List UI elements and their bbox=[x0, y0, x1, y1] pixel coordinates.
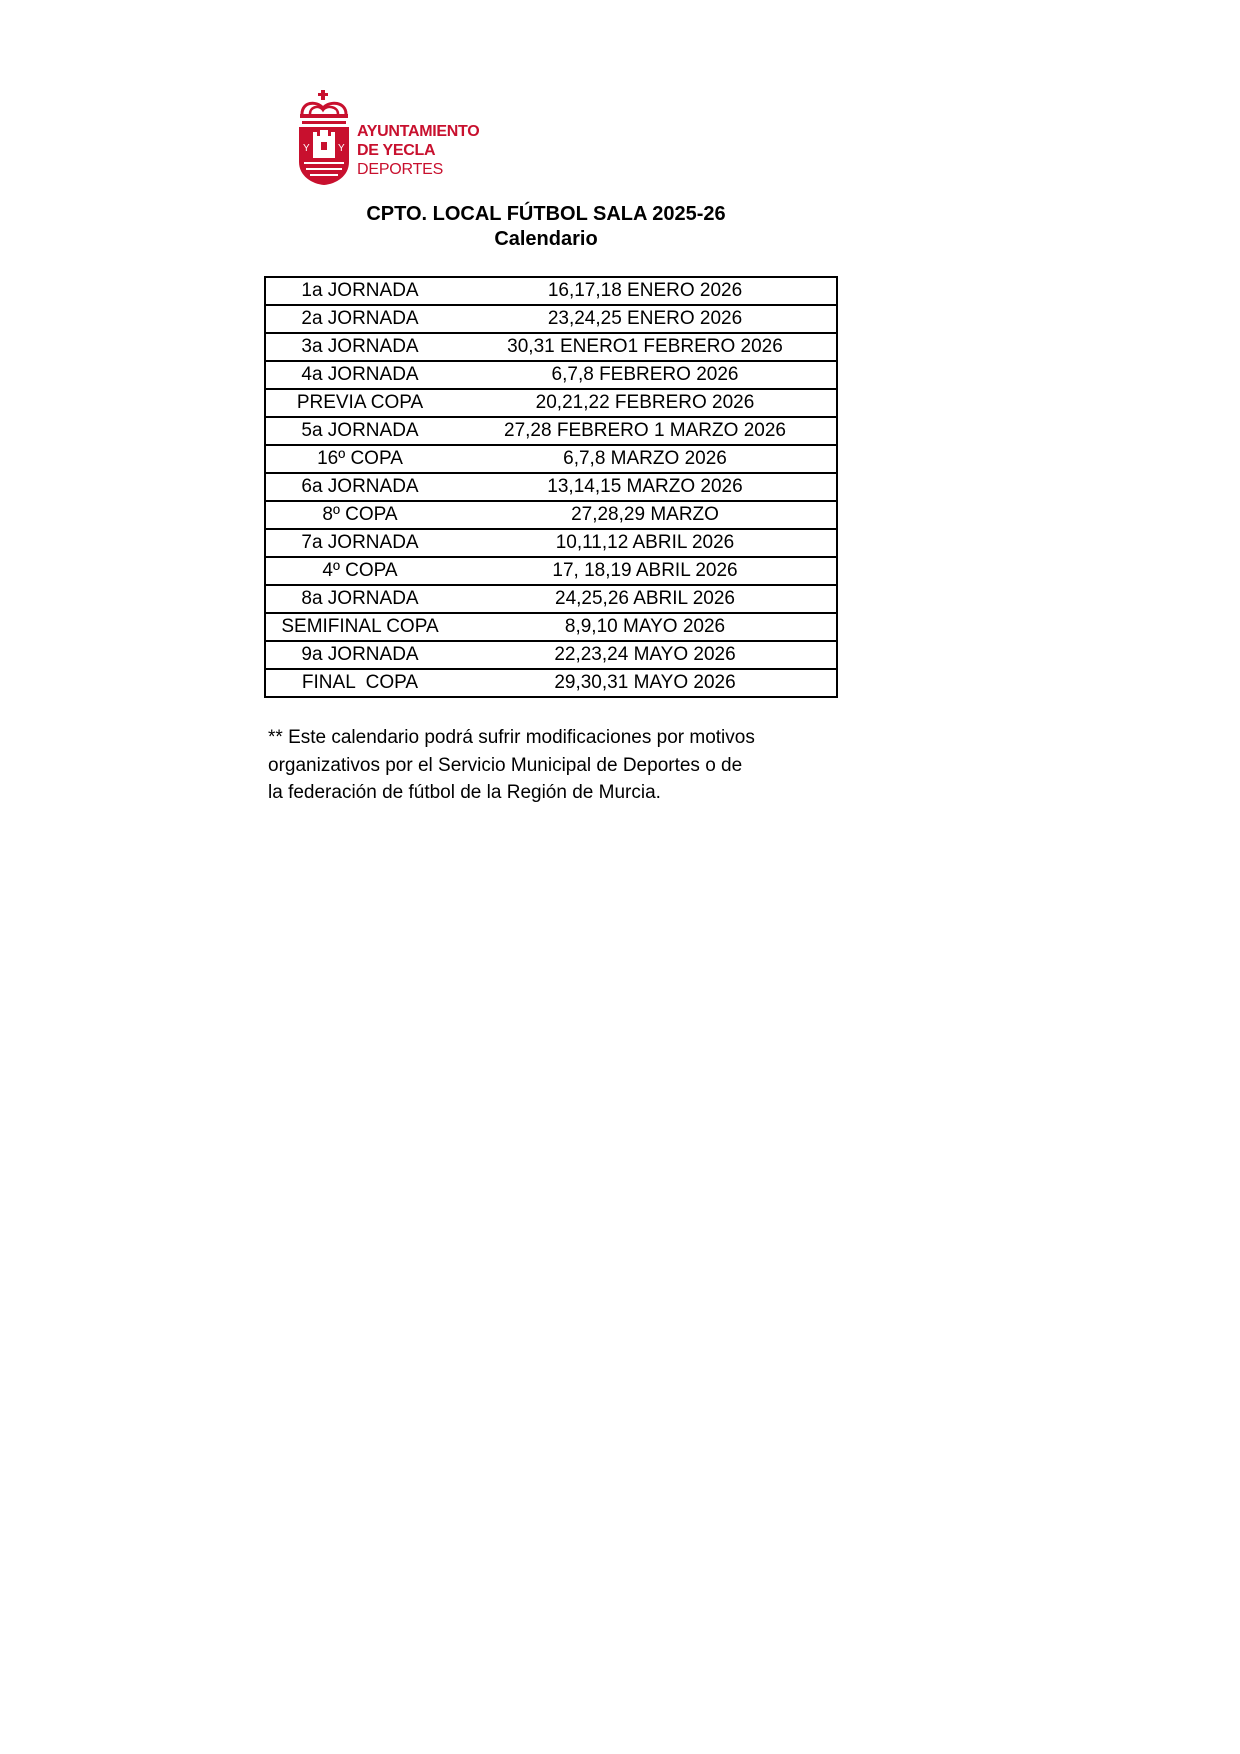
table-row bbox=[265, 473, 837, 501]
round-cell: 4a JORNADA bbox=[265, 361, 454, 389]
round-cell: 7a JORNADA bbox=[265, 529, 454, 557]
dates-cell: 10,11,12 ABRIL 2026 bbox=[454, 529, 837, 557]
dates-cell: 27,28 FEBRERO 1 MARZO 2026 bbox=[454, 417, 837, 445]
svg-text:Y: Y bbox=[338, 143, 345, 154]
dates-cell: 30,31 ENERO1 FEBRERO 2026 bbox=[454, 333, 837, 361]
note-line: ** Este calendario podrá sufrir modificaciones por motivos bbox=[268, 727, 755, 748]
dates-cell: 6,7,8 MARZO 2026 bbox=[454, 445, 837, 473]
round-cell: 2a JORNADA bbox=[265, 305, 454, 333]
dates-cell: 6,7,8 FEBRERO 2026 bbox=[454, 361, 837, 389]
table-row bbox=[265, 361, 837, 389]
round-cell: 9a JORNADA bbox=[265, 641, 454, 669]
dates-cell: 8,9,10 MAYO 2026 bbox=[454, 613, 837, 641]
round-cell: 4º COPA bbox=[265, 557, 454, 585]
table-row bbox=[265, 445, 837, 473]
logo-line-ayuntamiento: AYUNTAMIENTO bbox=[357, 123, 480, 140]
dates-cell: 24,25,26 ABRIL 2026 bbox=[454, 585, 837, 613]
disclaimer-note bbox=[268, 724, 828, 807]
round-cell: 16º COPA bbox=[265, 445, 454, 473]
round-cell: 6a JORNADA bbox=[265, 473, 454, 501]
round-cell: 8º COPA bbox=[265, 501, 454, 529]
document-title: CPTO. LOCAL FÚTBOL SALA 2025-26 bbox=[366, 203, 726, 225]
logo-line-deportes: DEPORTES bbox=[357, 161, 444, 178]
table-row bbox=[265, 277, 837, 305]
round-cell: SEMIFINAL COPA bbox=[265, 613, 454, 641]
document-subtitle: Calendario bbox=[494, 228, 598, 250]
round-cell: 8a JORNADA bbox=[265, 585, 454, 613]
table-row bbox=[265, 641, 837, 669]
round-cell: 3a JORNADA bbox=[265, 333, 454, 361]
table-row bbox=[265, 417, 837, 445]
coat-of-arms-icon bbox=[296, 90, 352, 186]
table-row bbox=[265, 529, 837, 557]
dates-cell: 16,17,18 ENERO 2026 bbox=[454, 277, 837, 305]
note-line: organizativos por el Servicio Municipal de Deportes o de bbox=[268, 754, 743, 776]
round-cell: 5a JORNADA bbox=[265, 417, 454, 445]
round-cell: 1a JORNADA bbox=[265, 277, 454, 305]
table-row bbox=[265, 585, 837, 613]
table-row bbox=[265, 305, 837, 333]
round-cell: PREVIA COPA bbox=[265, 389, 454, 417]
svg-text:Y: Y bbox=[303, 143, 310, 154]
round-cell: FINAL COPA bbox=[265, 669, 454, 697]
dates-cell: 29,30,31 MAYO 2026 bbox=[454, 669, 837, 697]
dates-cell: 23,24,25 ENERO 2026 bbox=[454, 305, 837, 333]
table-row bbox=[265, 557, 837, 585]
table-row bbox=[265, 613, 837, 641]
logo-text bbox=[357, 122, 479, 179]
note-line: la federación de fútbol de la Región de Murcia. bbox=[268, 782, 661, 803]
dates-cell: 13,14,15 MARZO 2026 bbox=[454, 473, 837, 501]
table-row bbox=[265, 501, 837, 529]
dates-cell: 27,28,29 MARZO bbox=[454, 501, 837, 529]
dates-cell: 20,21,22 FEBRERO 2026 bbox=[454, 389, 837, 417]
table-row bbox=[265, 669, 837, 697]
dates-cell: 22,23,24 MAYO 2026 bbox=[454, 641, 837, 669]
dates-cell: 17, 18,19 ABRIL 2026 bbox=[454, 557, 837, 585]
table-row bbox=[265, 389, 837, 417]
table-row bbox=[265, 333, 837, 361]
calendar-table bbox=[264, 276, 838, 698]
logo-line-yecla: DE YECLA bbox=[357, 142, 436, 159]
